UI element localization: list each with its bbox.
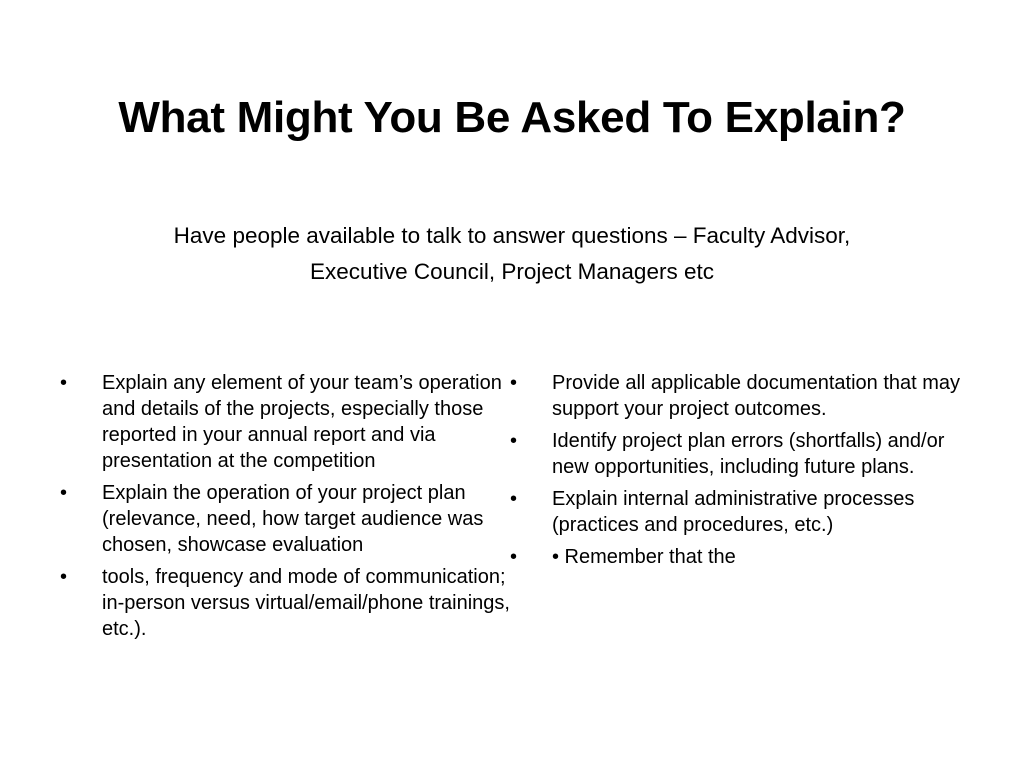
slide-title: What Might You Be Asked To Explain? bbox=[118, 93, 906, 142]
list-item bbox=[60, 480, 512, 558]
list-item-text: Provide all applicable documentation that may support your project outcomes. bbox=[552, 372, 961, 420]
subtitle-line-2: Executive Council, Project Managers etc bbox=[310, 259, 714, 284]
slide-subtitle bbox=[60, 218, 964, 290]
left-bullet-list bbox=[60, 370, 512, 648]
list-item-text: • Remember that the bbox=[552, 546, 736, 568]
list-item bbox=[60, 370, 512, 474]
bullet-icon: • bbox=[60, 566, 68, 588]
list-item-text: Identify project plan errors (shortfalls) and/or new opportunities, including future plans. bbox=[552, 430, 945, 478]
list-item-text: Explain internal administrative processes (practices and procedures, etc.) bbox=[552, 488, 915, 536]
list-item bbox=[510, 370, 970, 422]
list-item bbox=[510, 544, 970, 570]
list-item-text: Explain the operation of your project plan (relevance, need, how target audience was chosen, showcase evaluation bbox=[102, 482, 484, 556]
list-item bbox=[510, 428, 970, 480]
list-item-text: Explain any element of your team’s operation and details of the projects, especially those reported in your annual report and via presentation at the competition bbox=[102, 372, 502, 472]
bullet-icon: • bbox=[510, 488, 518, 510]
subtitle-line-1: Have people available to talk to answer questions – Faculty Advisor, bbox=[173, 223, 851, 248]
list-item bbox=[60, 564, 512, 642]
bullet-icon: • bbox=[510, 372, 518, 394]
right-bullet-list bbox=[510, 370, 970, 576]
bullet-icon: • bbox=[510, 430, 518, 452]
bullet-icon: • bbox=[60, 372, 68, 394]
bullet-icon: • bbox=[510, 546, 518, 568]
list-item bbox=[510, 486, 970, 538]
bullet-icon: • bbox=[60, 482, 68, 504]
list-item-text: tools, frequency and mode of communication; in-person versus virtual/email/phone trainings, etc.). bbox=[102, 566, 510, 640]
